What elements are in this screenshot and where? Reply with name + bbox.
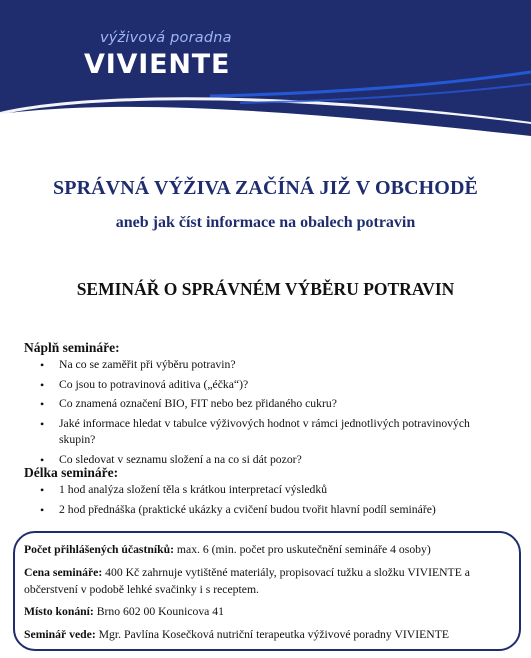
- price-line: [24, 565, 504, 598]
- list-item: • 1 hod analýza složení těla s krátkou interpretací výsledků: [24, 482, 504, 499]
- lecturer-value: Mgr. Pavlína Kosečková nutriční terapeutka výživové poradny VIVIENTE: [95, 628, 449, 641]
- venue-value: Brno 602 00 Kounicova 41: [93, 605, 224, 618]
- list-item: • Na co se zaměřit při výběru potravin?: [24, 357, 504, 374]
- list-item: • 2 hod přednáška (praktické ukázky a cvičení budou tvořit hlavní podíl semináře): [24, 502, 504, 519]
- price-label: Cena semináře:: [24, 566, 103, 579]
- duration-heading: Délka semináře:: [24, 465, 119, 480]
- list-item: • Co znamená označení BIO, FIT nebo bez přidaného cukru?: [24, 396, 504, 413]
- participants-label: Počet přihlášených účastníků:: [24, 543, 174, 556]
- duration-list: [24, 482, 504, 521]
- header-wave-graphic: [0, 0, 531, 150]
- brand-logo: VIVIENTE: [84, 49, 231, 80]
- lecturer-line: [24, 627, 504, 644]
- venue-label: Místo konání:: [24, 605, 94, 618]
- list-item: • Co jsou to potravinová aditiva („éčka“)?: [24, 377, 504, 394]
- list-item: • Jaké informace hledat v tabulce výživových hodnot v rámci jednotlivých potravinových skupin?: [24, 416, 504, 449]
- price-value: 400 Kč zahrnuje vytištěné materiály, propisovací tužku a složku VIVIENTE a občerstvení v podobě lehké svačinky i s receptem.: [24, 566, 470, 596]
- brand-tagline: výživová poradna: [100, 30, 232, 46]
- page-title: SPRÁVNÁ VÝŽIVA ZAČÍNÁ JIŽ V OBCHODĚ: [53, 177, 478, 199]
- participants-line: [24, 542, 504, 559]
- contents-list: [24, 357, 504, 471]
- page-subtitle: aneb jak číst informace na obalech potravin: [115, 214, 416, 231]
- contents-heading: Náplň semináře:: [24, 340, 120, 355]
- lecturer-label: Seminář vede:: [24, 628, 96, 641]
- venue-line: [24, 604, 504, 621]
- header-banner: [0, 0, 531, 150]
- participants-value: max. 6 (min. počet pro uskutečnění semináře 4 osoby): [174, 543, 431, 556]
- list-item: • Co sledovat v seznamu složení a na co si dát pozor?: [24, 452, 504, 469]
- seminar-title: SEMINÁŘ O SPRÁVNÉM VÝBĚRU POTRAVIN: [76, 279, 455, 299]
